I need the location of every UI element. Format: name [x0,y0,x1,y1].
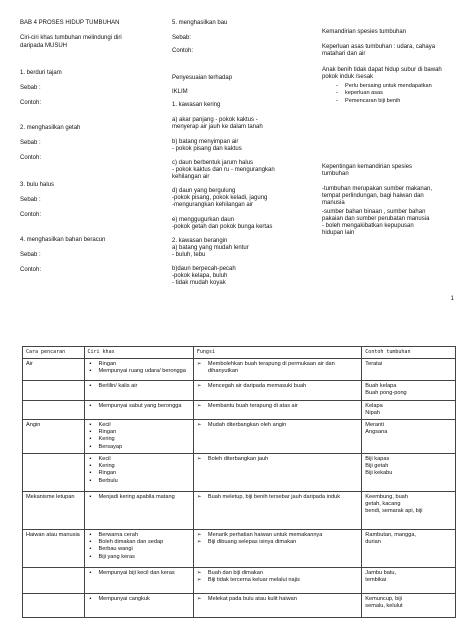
cell-cara [23,381,85,400]
header-cara: Cara pencaran [23,347,85,359]
cell-ciri: ▪ Mempunyai sabut yang berongga [84,400,193,419]
seedling-bullet: - Pemencaran biji benih [345,98,432,105]
item-5-sebab: Sebab: [172,35,192,41]
item-label: 4. menghasilkan bahan beracun [20,237,106,243]
intro-line-1: Ciri-ciri khas tumbuhan melindungi diri [20,35,122,41]
adaptation-line: 1. kawasan kering [172,102,221,108]
adaptation-line: 2. kawasan berangin [172,238,228,244]
seedling-line-2: pokok induk /sesak [322,74,374,80]
item-contoh: Contoh: [20,267,42,273]
cell-ciri: ▪ Kecil ▪ Ringan ▪ Kering ▪ Bersayap [84,420,193,454]
cell-contoh: Teratai [362,359,456,381]
item-label: 2. menghasilkan getah [20,125,81,131]
cell-ciri: ▪ Ringan ▪ Mempunyai ruang udara/ berongga [84,359,193,381]
table-row [23,381,456,400]
cell-fungsi: ➢ Menarik perhatian haiwan untuk memakannya ➢ Biji dibuang selepas isinya dimakan [193,530,361,568]
item-5-contoh: Contoh: [172,48,194,54]
dispersal-table [22,346,456,618]
item-label: 3. bulu halus [20,182,55,188]
independence-title: Kemandirian spesies tumbuhan [322,29,407,35]
cell-ciri: ▪ Kecil ▪ Kering ▪ Ringan ▪ Berbulu [84,454,193,492]
cell-fungsi: ➢ Mudah diterbangkan oleh angin [193,420,361,454]
climate-heading: IKLIM [172,89,188,95]
adaptation-line: e) menggugurkan daun [172,217,235,223]
adaptation-line: d) daun yang bergulung [172,188,236,194]
cell-cara: Air [23,359,85,381]
cell-contoh: Kemuncup, biji semalu, kelulut [362,594,456,618]
cell-cara [23,568,85,594]
adaptation-line: - pokok pisang dan kaktus [172,146,242,152]
adaptation-line: kehilangan air [172,174,210,180]
item-sebab: Sebab : [20,85,41,91]
adaptation-line: b) batang menyimpan air [172,139,239,145]
header-contoh: Contoh tumbuhan [362,347,456,359]
intro-line-2: daripada MUSUH [20,43,68,49]
cell-contoh: Rambutan, mangga, durian [362,530,456,568]
adaptation-line: -mengurangkan kehilangan air [172,202,254,208]
cell-ciri: ▪ Berlilin/ kalis air [84,381,193,400]
item-sebab: Sebab : [20,140,41,146]
cell-fungsi: ➢ Mencegah air daripada memasuki buah [193,381,361,400]
seedling-bullet: - Perlu bersaing untuk mendapatkan [345,83,432,90]
item-contoh: Contoh: [20,100,42,106]
adaptation-line: - pokok kaktus dan ru - mengurangkan [172,167,275,173]
cell-cara [23,400,85,419]
seedling-bullet-cont: - keperluan asas [345,90,432,97]
importance-title-2: tumbuhan [322,171,349,177]
cell-ciri: ▪ Menjadi kering apabila matang [84,492,193,530]
item-contoh: Contoh: [20,212,42,218]
cell-ciri: ▪ Berwarna cerah ▪ Boleh dimakan dan sedap ▪ Berbau wangi ▪ Biji yang keras [84,530,193,568]
item-sebab: Sebab : [20,197,41,203]
table-row [23,454,456,492]
basic-needs-line-2: matahari dan air [322,51,366,57]
seedling-line-1: Anak benih tidak dapat hidup subur di bawah [322,67,442,73]
importance-line: tempat perlindungan, bagi haiwan dan [322,193,424,199]
importance-line: hidupan lain [322,230,355,236]
cell-ciri: ▪ Mempunyai biji kecil dan keras [84,568,193,594]
adaptation-line: menyerap air jauh ke dalam tanah [172,124,263,130]
basic-needs-line-1: Keperluan asas tumbuhan : udara, cahaya [322,44,436,50]
cell-cara: Haiwan atau manusia [23,530,85,568]
adaptation-line: -pokok pisang, pokok keladi, jagung [172,195,268,201]
item-sebab: Sebab : [20,252,41,258]
cell-fungsi: ➢ Boleh diterbangkan jauh [193,454,361,492]
table-row [23,594,456,618]
adaptation-line: -pokok kelapa, buluh [172,273,228,279]
cell-fungsi: ➢ Buah meletup, biji benih tersebar jauh daripada induk [193,492,361,530]
table-row [23,420,456,454]
cell-cara [23,594,85,618]
cell-fungsi: ➢ Melekat pada bulu atau kulit haiwan [193,594,361,618]
chapter-title: BAB 4 PROSES HIDUP TUMBUHAN [20,20,120,26]
adaptation-line: - buluh, tebu [172,252,206,258]
cell-contoh: Biji kapas Biji getah Biji kekabu [362,454,456,492]
table-row [23,359,456,381]
importance-line: -sumber bahan binaan , sumber bahan [322,209,426,215]
item-label: 1. berduri tajam [20,70,62,76]
seedling-bullets [332,83,432,105]
cell-contoh: Keembung, buah getah, kacang bendi, semarak api, biji [362,492,456,530]
table-header-row [23,347,456,359]
adaptation-line: - tidak mudah koyak [172,280,226,286]
cell-cara: Mekanisme letupan [23,492,85,530]
importance-line: -tumbuhan merupakan sumber makanan, [322,186,433,192]
importance-line: pakaian dan sumber perubatan manusia [322,216,430,222]
header-ciri: Ciri khas [84,347,193,359]
importance-line: - boleh mengakibatkan kepupusan [322,223,414,229]
header-fungsi: Fungsi [193,347,361,359]
adaptation-line: b)daun berpecah-pecah [172,266,236,272]
cell-contoh: Jambu batu, tembikai [362,568,456,594]
cell-fungsi: ➢ Membantu buah terapung di atas air [193,400,361,419]
importance-line: manusia [322,200,345,206]
table-row [23,530,456,568]
cell-contoh: Meranti Angsana [362,420,456,454]
table-row [23,568,456,594]
importance-title-1: Kepentingan kemandirian spesies [322,164,413,170]
cell-fungsi: ➢ Buah dan biji dimakan ➢ Biji tidak tercerna keluar melalui najis [193,568,361,594]
page-number: 1 [450,296,454,302]
cell-cara [23,454,85,492]
table-row [23,492,456,530]
cell-fungsi: ➢ Membolehkan buah terapung di permukaan air dan dihanyutkan [193,359,361,381]
table-row [23,400,456,419]
adaptation-line: a) akar panjang - pokok kaktus - [172,117,258,123]
adaptation-line: c) daun berbentuk jarum halus [172,160,254,166]
item-contoh: Contoh: [20,155,42,161]
cell-ciri: ▪ Mempunyai cangkuk [84,594,193,618]
adaptation-line: -pokok getah dan pokok bunga kertas [172,224,273,230]
item-5-label: 5. menghasilkan bau [172,20,228,26]
cell-contoh: Kelapa Nipah [362,400,456,419]
cell-contoh: Buah kelapa Buah pong-pong [362,381,456,400]
adaptation-title: Penyesuaian terhadap [172,75,233,81]
adaptation-line: a) batang yang mudah lentur [172,245,249,251]
cell-cara: Angin [23,420,85,454]
